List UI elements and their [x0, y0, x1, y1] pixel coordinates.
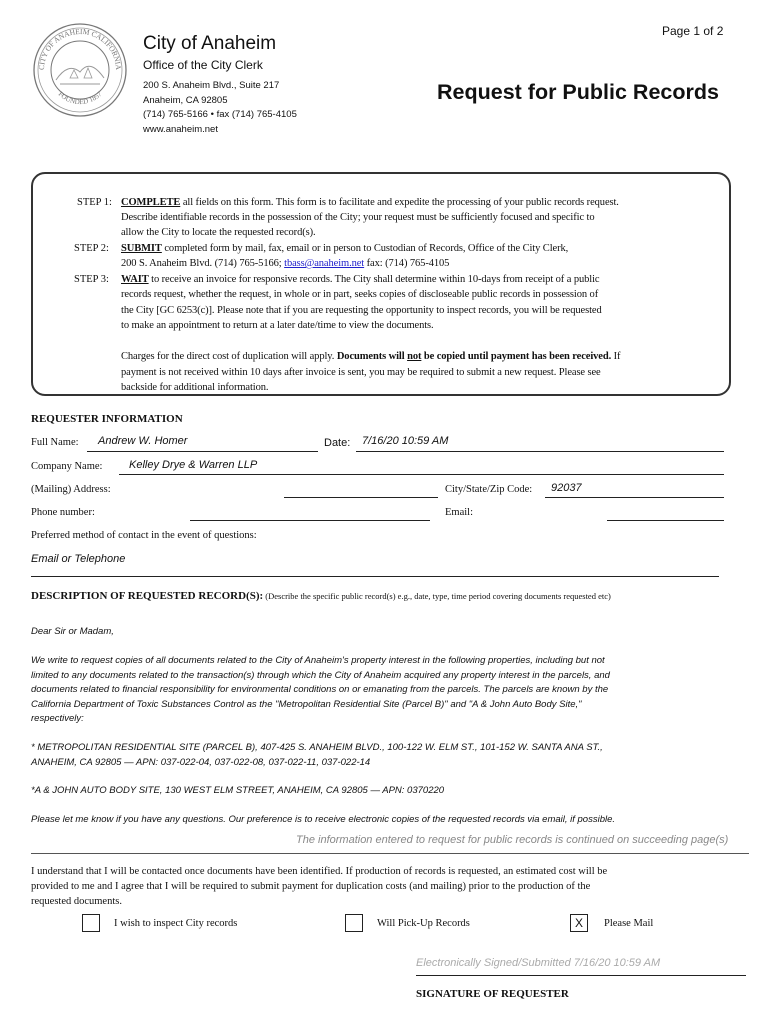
city-state-zip-label: City/State/Zip Code:	[445, 484, 533, 495]
salutation: Dear Sir or Madam,	[31, 626, 114, 637]
city-name: City of Anaheim	[143, 33, 277, 54]
company-field[interactable]: Kelley Drye & Warren LLP	[129, 459, 258, 471]
step3-label: STEP 3:	[74, 274, 109, 285]
step2-line1: SUBMIT completed form by mail, fax, email or in person to Custodian of Records, Office of the City Clerk,	[121, 243, 569, 254]
inspect-records-label: I wish to inspect City records	[114, 918, 238, 929]
step1-line3: allow the City to locate the requested record(s).	[121, 227, 316, 238]
parcel-b-entry: * METROPOLITAN RESIDENTIAL SITE (PARCEL B), 407-425 S. ANAHEIM BLVD., 100-122 W. ELM ST., 101-152 W. SANTA ANA ST., ANAHEIM, CA 92805 — APN: 037-022-04, 037-022-08, 037-022-11, 037-022-14	[31, 742, 603, 768]
page-title: Request for Public Records	[437, 80, 719, 104]
address-line-1: 200 S. Anaheim Blvd., Suite 217	[143, 80, 280, 91]
continued-note: The information entered to request for public records is continued on succeeding page(s)	[296, 834, 729, 846]
step3-line3: the City [GC 6253(c)]. Please note that if you are requesting the opportunity to inspect records, you will be requested	[121, 305, 602, 316]
description-heading: DESCRIPTION OF REQUESTED RECORD(S): (Describe the specific public record(s) e.g., date, type, time period covering documents requested etc)	[31, 590, 611, 602]
step1-line1: COMPLETE all fields on this form. This form is to facilitate and expedite the processing of your public records request.	[121, 197, 619, 208]
step3-line1: WAIT to receive an invoice for responsive records. The City shall determine within 10-days from receipt of a public	[121, 274, 600, 285]
full-name-label: Full Name:	[31, 437, 79, 448]
phone-field[interactable]	[190, 505, 430, 519]
step2-label: STEP 2:	[74, 243, 109, 254]
step3-line4: to make an appointment to return at a later date/time to view the documents.	[121, 320, 434, 331]
custodian-email-link[interactable]: tbass@anaheim.net	[284, 258, 365, 269]
step1-label: STEP 1:	[77, 197, 112, 208]
office-name: Office of the City Clerk	[143, 58, 263, 72]
request-paragraph[interactable]: We write to request copies of all documents related to the City of Anaheim's property interest in the following properties, including but not limited to any documents related to the transaction(s) through which the City of Anaheim acquired any property interest in the parcels, and documents related to financial responsibility for environmental conditions on or emanating from the parcels. The parcels are known by the California Department of Toxic Substances Control as the "Metropolitan Residential Site (Parcel B)" and "A & John Auto Body Site," respectively:	[31, 655, 610, 724]
electronic-signature: Electronically Signed/Submitted 7/16/20 10:59 AM	[416, 957, 661, 969]
charges-line3: backside for additional information.	[121, 382, 269, 393]
inspect-records-checkbox[interactable]	[82, 914, 100, 932]
step2-keyword: SUBMIT	[121, 243, 162, 254]
city-seal-logo	[32, 22, 128, 118]
step1-line2: Describe identifiable records in the possession of the City; your request must be sufficiently focused and specific to	[121, 212, 595, 223]
address-line-2: Anaheim, CA 92805	[143, 95, 228, 106]
full-name-field[interactable]: Andrew W. Homer	[98, 435, 188, 447]
charges-line2: payment is not received within 10 days after invoice is sent, you may be required to submit a new request. Please see	[121, 367, 601, 378]
please-mail-label: Please Mail	[604, 918, 654, 929]
preference-note: Please let me know if you have any questions. Our preference is to receive electronic copies of the requested records via email, if possible.	[31, 814, 616, 825]
contact-method-field[interactable]: Email or Telephone	[31, 553, 126, 565]
please-mail-checkbox[interactable]: X	[570, 914, 588, 932]
pickup-records-checkbox[interactable]	[345, 914, 363, 932]
svg-text:CITY OF ANAHEIM CALIFORNIA: CITY OF ANAHEIM CALIFORNIA	[36, 26, 124, 71]
website: www.anaheim.net	[143, 124, 218, 135]
pickup-records-label: Will Pick-Up Records	[377, 918, 470, 929]
zip-field[interactable]: 92037	[551, 482, 582, 494]
step1-keyword: COMPLETE	[121, 197, 181, 208]
step2-line2: 200 S. Anaheim Blvd. (714) 765-5166; tbass@anaheim.net fax: (714) 765-4105	[121, 258, 450, 269]
phone-label: Phone number:	[31, 507, 95, 518]
date-label: Date:	[324, 437, 351, 449]
phone-fax: (714) 765-5166 • fax (714) 765-4105	[143, 109, 297, 120]
email-field[interactable]	[607, 505, 724, 519]
contact-method-label: Preferred method of contact in the event of questions:	[31, 530, 257, 541]
step3-keyword: WAIT	[121, 274, 149, 285]
auto-body-entry: *A & JOHN AUTO BODY SITE, 130 WEST ELM STREET, ANAHEIM, CA 92805 — APN: 0370220	[31, 785, 445, 796]
step3-line2: records request, whether the request, in whole or in part, seeks copies of discloseable public records in possession of	[121, 289, 599, 300]
address-label: (Mailing) Address:	[31, 484, 111, 495]
company-label: Company Name:	[31, 461, 103, 472]
date-field[interactable]: 7/16/20 10:59 AM	[362, 435, 449, 447]
acknowledgement-text: I understand that I will be contacted once documents have been identified. If production of records is requested, an estimated cost will be provided to me and I agree that I will be required to submit payment for duplication costs (and mailing) prior to the production of the requested documents.	[31, 866, 608, 907]
svg-text:FOUNDED 1857: FOUNDED 1857	[56, 90, 104, 107]
signature-label: SIGNATURE OF REQUESTER	[416, 988, 569, 1000]
address-field[interactable]	[284, 482, 438, 496]
charges-line1: Charges for the direct cost of duplication will apply. Documents will not be copied until payment has been received. If	[121, 351, 621, 362]
page-number: Page 1 of 2	[662, 24, 724, 38]
requester-section-title: REQUESTER INFORMATION	[31, 413, 183, 425]
email-label: Email:	[445, 507, 473, 518]
